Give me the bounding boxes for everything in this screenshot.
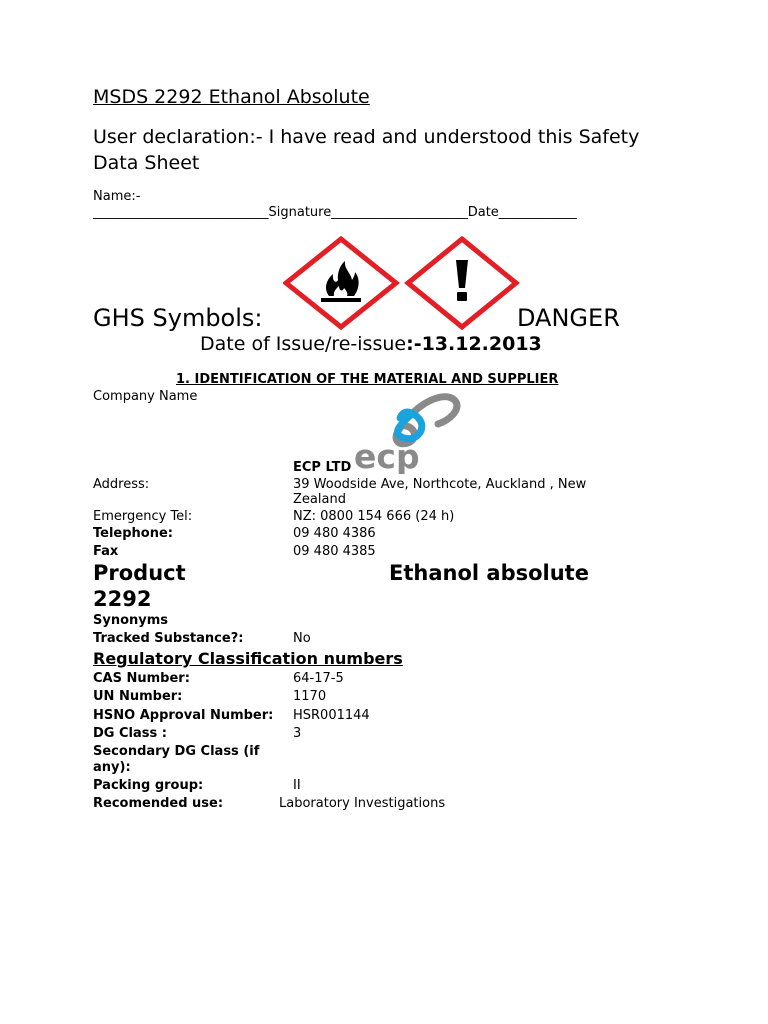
tracked-label: Tracked Substance?:: [93, 631, 244, 646]
ghs-pictograms: [283, 236, 523, 330]
fax-value: 09 480 4385: [293, 544, 376, 559]
address-label: Address:: [93, 477, 150, 492]
signal-word: DANGER: [517, 304, 620, 332]
emergency-value: NZ: 0800 154 666 (24 h): [293, 509, 455, 524]
emergency-label: Emergency Tel:: [93, 509, 193, 524]
secondary-dg-label: Secondary DG Class (if any):: [93, 744, 260, 775]
telephone-label: Telephone:: [93, 526, 173, 541]
company-name-label: Company Name: [93, 389, 198, 404]
regulatory-heading: Regulatory Classification numbers: [93, 649, 403, 668]
name-label: Name:-: [93, 189, 141, 204]
signature-line: ___________________________Signature_____________________Date____________: [93, 205, 577, 220]
section-1-heading: 1. IDENTIFICATION OF THE MATERIAL AND SUPPLIER: [176, 372, 559, 387]
packing-group-label: Packing group:: [93, 778, 204, 793]
exclamation-icon: [408, 239, 516, 327]
hsno-label: HSNO Approval Number:: [93, 708, 274, 723]
un-label: UN Number:: [93, 689, 183, 704]
fax-label: Fax: [93, 544, 119, 559]
issue-date-line: [200, 333, 542, 355]
cas-value: 64-17-5: [293, 671, 344, 686]
company-name: ECP LTD: [293, 460, 352, 475]
tracked-value: No: [293, 631, 311, 646]
document-title: MSDS 2292 Ethanol Absolute: [93, 86, 370, 108]
dg-class-label: DG Class :: [93, 726, 167, 741]
product-code: 2292: [93, 587, 152, 611]
user-declaration: User declaration:- I have read and understood this Safety Data Sheet: [93, 126, 640, 174]
ghs-symbols-label: GHS Symbols:: [93, 304, 263, 332]
un-value: 1170: [293, 689, 327, 704]
recommended-use-label: Recomended use:: [93, 796, 224, 811]
telephone-value: 09 480 4386: [293, 526, 376, 541]
dg-class-value: 3: [293, 726, 302, 741]
ecp-logo: [352, 386, 464, 474]
logo-text: ecp: [354, 437, 420, 474]
address-value: 39 Woodside Ave, Northcote, Auckland , New Zealand: [293, 477, 587, 507]
flame-icon: [286, 239, 396, 327]
issue-date: :-13.12.2013: [406, 333, 542, 355]
hsno-value: HSR001144: [293, 708, 370, 723]
issue-label: Date of Issue/re-issue: [200, 333, 407, 355]
synonyms-label: Synonyms: [93, 613, 169, 628]
product-name: Ethanol absolute: [389, 561, 589, 585]
packing-group-value: II: [293, 778, 301, 793]
cas-label: CAS Number:: [93, 671, 190, 686]
product-label: Product: [93, 561, 186, 585]
recommended-use-value: Laboratory Investigations: [279, 796, 446, 811]
